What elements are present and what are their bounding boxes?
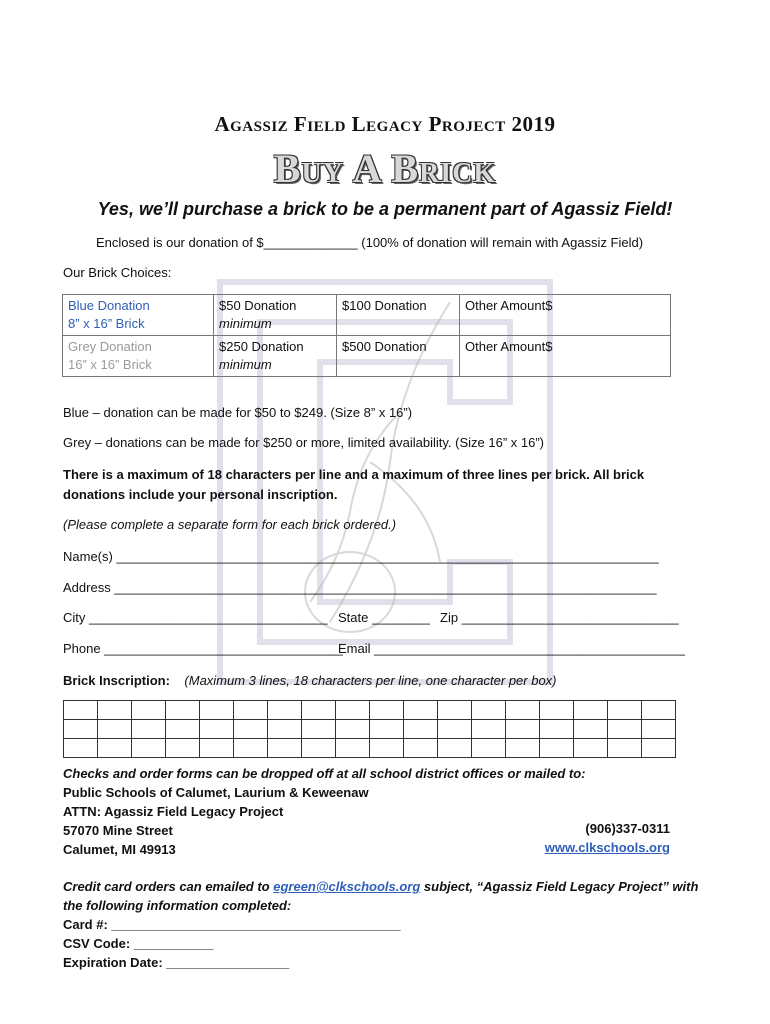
inscription-char-box[interactable] xyxy=(404,739,438,758)
inscription-char-box[interactable] xyxy=(472,739,506,758)
inscription-char-box[interactable] xyxy=(336,701,370,720)
choice-amount-2: $500 Donation xyxy=(342,339,427,354)
inscription-char-box[interactable] xyxy=(540,739,574,758)
inscription-char-box[interactable] xyxy=(268,701,302,720)
choice-other-cell[interactable] xyxy=(460,295,671,336)
inscription-char-box[interactable] xyxy=(404,701,438,720)
choice-size: 16” x 16” Brick xyxy=(68,357,152,372)
choice-other-amount: Other Amount$ xyxy=(465,298,553,313)
district-website-wrap xyxy=(545,840,670,855)
inscription-char-box[interactable] xyxy=(608,701,642,720)
inscription-char-box[interactable] xyxy=(506,739,540,758)
choice-amount-cell[interactable] xyxy=(337,295,460,336)
inscription-char-box[interactable] xyxy=(574,720,608,739)
inscription-char-box[interactable] xyxy=(234,701,268,720)
phone-field[interactable]: Phone _________________________________ xyxy=(63,641,343,656)
grey-info-label: Grey – xyxy=(63,435,103,450)
card-number-field[interactable]: Card #: ________________________________________ xyxy=(63,917,401,932)
choice-min-label: minimum xyxy=(219,316,272,331)
tagline: Yes, we’ll purchase a brick to be a permanent part of Agassiz Field! xyxy=(97,199,673,219)
inscription-char-box[interactable] xyxy=(438,720,472,739)
district-website-link[interactable]: www.clkschools.org xyxy=(544,840,670,855)
brick-choices-table xyxy=(62,294,671,377)
expiration-date-field[interactable]: Expiration Date: _________________ xyxy=(63,955,290,970)
choice-min-cell[interactable] xyxy=(214,295,337,336)
inscription-char-box[interactable] xyxy=(574,739,608,758)
inscription-char-box[interactable] xyxy=(166,701,200,720)
choice-other-cell[interactable] xyxy=(460,336,671,377)
inscription-char-box[interactable] xyxy=(370,701,404,720)
inscription-char-box[interactable] xyxy=(200,739,234,758)
inscription-char-box[interactable] xyxy=(404,720,438,739)
choice-amount-cell[interactable] xyxy=(337,336,460,377)
inscription-note: (Maximum 3 lines, 18 characters per line, one character per box) xyxy=(184,673,557,688)
mailing-org: Public Schools of Calumet, Laurium & Keweenaw xyxy=(63,785,369,800)
inscription-heading xyxy=(63,673,557,688)
inscription-char-box[interactable] xyxy=(642,739,676,758)
inscription-rules: There is a maximum of 18 characters per line and a maximum of three lines per brick. All brick donations include your personal inscription. xyxy=(63,467,645,502)
mailing-street: 57070 Mine Street xyxy=(63,823,173,838)
inscription-char-box[interactable] xyxy=(64,701,98,720)
inscription-char-box[interactable] xyxy=(64,739,98,758)
inscription-char-box[interactable] xyxy=(302,720,336,739)
grey-info xyxy=(63,435,544,450)
inscription-char-box[interactable] xyxy=(506,701,540,720)
choice-row-blue xyxy=(63,295,671,336)
name-field[interactable]: Name(s) ___________________________________________________________________________ xyxy=(63,549,659,564)
inscription-char-box[interactable] xyxy=(166,720,200,739)
choice-size: 8” x 16” Brick xyxy=(68,316,145,331)
inscription-char-box[interactable] xyxy=(370,739,404,758)
inscription-char-box[interactable] xyxy=(574,701,608,720)
blue-info xyxy=(63,405,412,420)
inscription-char-box[interactable] xyxy=(200,701,234,720)
inscription-char-box[interactable] xyxy=(200,720,234,739)
zip-field[interactable]: Zip ______________________________ xyxy=(440,610,679,625)
inscription-char-box[interactable] xyxy=(234,739,268,758)
separate-form-note: (Please complete a separate form for each brick ordered.) xyxy=(63,517,397,532)
choice-name: Grey Donation xyxy=(68,339,152,354)
credit-email-link[interactable]: egreen@clkschools.org xyxy=(273,879,421,894)
district-phone: (906)337-0311 xyxy=(585,821,670,836)
choice-min-amount: $250 Donation xyxy=(219,339,304,354)
inscription-char-box[interactable] xyxy=(608,739,642,758)
inscription-char-box[interactable] xyxy=(98,701,132,720)
inscription-line xyxy=(64,720,676,739)
inscription-char-box[interactable] xyxy=(472,701,506,720)
choice-name: Blue Donation xyxy=(68,298,150,313)
inscription-line xyxy=(64,701,676,720)
inscription-char-box[interactable] xyxy=(98,739,132,758)
inscription-char-box[interactable] xyxy=(64,720,98,739)
choice-type-cell xyxy=(63,336,214,377)
address-field[interactable]: Address ___________________________________________________________________________ xyxy=(63,580,657,595)
choice-amount-2: $100 Donation xyxy=(342,298,427,313)
inscription-char-box[interactable] xyxy=(642,720,676,739)
mailing-attn: ATTN: Agassiz Field Legacy Project xyxy=(63,804,284,819)
inscription-char-box[interactable] xyxy=(132,739,166,758)
donation-amount-line[interactable]: Enclosed is our donation of $_____________ (100% of donation will remain with Agassiz Field) xyxy=(96,235,644,250)
project-title: Agassiz Field Legacy Project 2019 xyxy=(214,112,556,136)
state-field[interactable]: State ________ xyxy=(338,610,430,625)
inscription-char-box[interactable] xyxy=(268,720,302,739)
brick-choices-label: Our Brick Choices: xyxy=(63,265,172,280)
inscription-label: Brick Inscription: xyxy=(63,673,170,688)
inscription-char-box[interactable] xyxy=(370,720,404,739)
grey-info-text: donations can be made for $250 or more, limited availability. (Size 16” x 16”) xyxy=(102,435,544,450)
inscription-char-box[interactable] xyxy=(166,739,200,758)
inscription-char-box[interactable] xyxy=(438,701,472,720)
inscription-char-box[interactable] xyxy=(506,720,540,739)
inscription-char-box[interactable] xyxy=(336,720,370,739)
credit-prefix: Credit card orders can emailed to xyxy=(63,879,274,894)
inscription-grid xyxy=(63,700,676,758)
email-field[interactable]: Email ___________________________________________ xyxy=(338,641,686,656)
blue-info-label: Blue – xyxy=(63,405,100,420)
choice-min-amount: $50 Donation xyxy=(219,298,297,313)
inscription-char-box[interactable] xyxy=(132,720,166,739)
inscription-char-box[interactable] xyxy=(608,720,642,739)
blue-info-text: donation can be made for $50 to $249. (Size 8” x 16”) xyxy=(99,405,413,420)
choice-type-cell xyxy=(63,295,214,336)
inscription-char-box[interactable] xyxy=(98,720,132,739)
inscription-char-box[interactable] xyxy=(540,720,574,739)
inscription-char-box[interactable] xyxy=(268,739,302,758)
inscription-line xyxy=(64,739,676,758)
inscription-char-box[interactable] xyxy=(132,701,166,720)
inscription-char-box[interactable] xyxy=(234,720,268,739)
buy-a-brick-title: Buy A Brick xyxy=(273,146,497,191)
inscription-char-box[interactable] xyxy=(302,739,336,758)
credit-suffix: subject, “Agassiz Field Legacy Project” with the following information completed: xyxy=(63,879,699,913)
inscription-char-box[interactable] xyxy=(642,701,676,720)
city-field[interactable]: City _________________________________ xyxy=(63,610,328,625)
csv-code-field[interactable]: CSV Code: ___________ xyxy=(63,936,214,951)
mailing-city: Calumet, MI 49913 xyxy=(63,842,176,857)
credit-card-instructions xyxy=(63,877,703,915)
inscription-char-box[interactable] xyxy=(472,720,506,739)
mailing-intro: Checks and order forms can be dropped off at all school district offices or mailed to: xyxy=(63,766,586,781)
inscription-char-box[interactable] xyxy=(540,701,574,720)
choice-other-amount: Other Amount$ xyxy=(465,339,553,354)
choice-min-label: minimum xyxy=(219,357,272,372)
inscription-char-box[interactable] xyxy=(438,739,472,758)
choice-min-cell[interactable] xyxy=(214,336,337,377)
inscription-char-box[interactable] xyxy=(336,739,370,758)
inscription-char-box[interactable] xyxy=(302,701,336,720)
choice-row-grey xyxy=(63,336,671,377)
